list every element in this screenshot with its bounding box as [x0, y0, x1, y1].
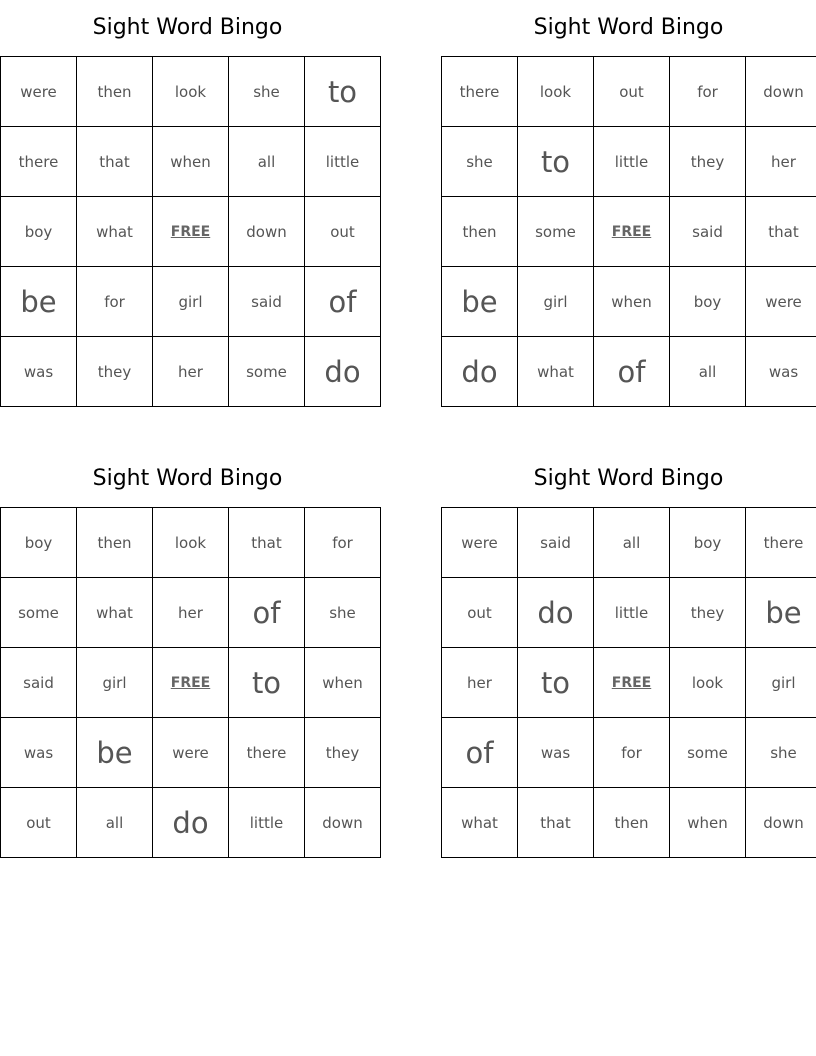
bingo-cell: that [518, 788, 594, 858]
bingo-grid [441, 507, 816, 858]
bingo-card-3 [0, 451, 375, 858]
bingo-cell: girl [746, 648, 816, 718]
bingo-cell: to [229, 648, 305, 718]
bingo-row [442, 57, 816, 127]
bingo-row [1, 57, 381, 127]
bingo-cell: of [229, 578, 305, 648]
bingo-cell: little [229, 788, 305, 858]
bingo-cell: there [1, 127, 77, 197]
bingo-cell: do [153, 788, 229, 858]
bingo-cell: out [594, 57, 670, 127]
bingo-cell: down [229, 197, 305, 267]
bingo-cell: were [153, 718, 229, 788]
bingo-cell: her [153, 578, 229, 648]
bingo-cell: said [229, 267, 305, 337]
bingo-cell: for [670, 57, 746, 127]
bingo-cell: be [77, 718, 153, 788]
bingo-cell: out [305, 197, 381, 267]
bingo-cell: was [1, 718, 77, 788]
bingo-cell: for [305, 508, 381, 578]
bingo-cell: she [442, 127, 518, 197]
bingo-row [442, 788, 816, 858]
bingo-cell: look [153, 57, 229, 127]
bingo-cell: they [77, 337, 153, 407]
bingo-cell: her [442, 648, 518, 718]
bingo-row [1, 508, 381, 578]
bingo-row [442, 197, 816, 267]
bingo-cell: then [594, 788, 670, 858]
bingo-cell: when [594, 267, 670, 337]
bingo-cell: that [746, 197, 816, 267]
bingo-cell: to [518, 648, 594, 718]
bingo-cell: girl [153, 267, 229, 337]
bingo-cell: was [746, 337, 816, 407]
bingo-cell: what [77, 197, 153, 267]
bingo-cell: boy [670, 267, 746, 337]
bingo-cell: little [594, 578, 670, 648]
bingo-grid [0, 56, 381, 407]
bingo-cell: they [305, 718, 381, 788]
bingo-grid [441, 56, 816, 407]
bingo-row [442, 337, 816, 407]
card-title: Sight Word Bingo [533, 466, 724, 491]
bingo-card-2 [441, 0, 816, 407]
bingo-row [1, 788, 381, 858]
bingo-cell: said [670, 197, 746, 267]
bingo-cell: be [442, 267, 518, 337]
free-space: FREE [594, 197, 670, 267]
bingo-card-4 [441, 451, 816, 858]
bingo-cell: for [594, 718, 670, 788]
bingo-cell: her [746, 127, 816, 197]
bingo-cell: all [594, 508, 670, 578]
bingo-cell: they [670, 578, 746, 648]
bingo-cell: her [153, 337, 229, 407]
bingo-row [1, 337, 381, 407]
free-space: FREE [153, 648, 229, 718]
bingo-cell: said [518, 508, 594, 578]
bingo-cell: she [746, 718, 816, 788]
card-title: Sight Word Bingo [92, 466, 283, 491]
bingo-cell: to [518, 127, 594, 197]
bingo-cell: that [77, 127, 153, 197]
free-space: FREE [153, 197, 229, 267]
bingo-row [442, 718, 816, 788]
bingo-row [442, 508, 816, 578]
bingo-cell: was [518, 718, 594, 788]
bingo-cell: boy [1, 197, 77, 267]
bingo-cell: some [670, 718, 746, 788]
bingo-cell: there [229, 718, 305, 788]
free-space: FREE [594, 648, 670, 718]
bingo-cell: look [670, 648, 746, 718]
bingo-cell: of [305, 267, 381, 337]
bingo-cell: down [305, 788, 381, 858]
bingo-cell: be [1, 267, 77, 337]
card-title: Sight Word Bingo [92, 15, 283, 40]
bingo-cell: there [442, 57, 518, 127]
bingo-cell: out [1, 788, 77, 858]
bingo-grid [0, 507, 381, 858]
bingo-row [1, 127, 381, 197]
bingo-cell: to [305, 57, 381, 127]
bingo-cell: do [305, 337, 381, 407]
bingo-row [442, 648, 816, 718]
bingo-cell: down [746, 57, 816, 127]
bingo-cell: there [746, 508, 816, 578]
bingo-row [1, 578, 381, 648]
bingo-cell: of [594, 337, 670, 407]
bingo-cell: when [153, 127, 229, 197]
bingo-cell: be [746, 578, 816, 648]
bingo-cell: girl [77, 648, 153, 718]
bingo-cell: then [77, 57, 153, 127]
bingo-row [442, 578, 816, 648]
bingo-cell: said [1, 648, 77, 718]
bingo-cell: of [442, 718, 518, 788]
bingo-cell: were [442, 508, 518, 578]
bingo-row [1, 197, 381, 267]
bingo-cell: then [442, 197, 518, 267]
bingo-cell: was [1, 337, 77, 407]
bingo-cell: were [746, 267, 816, 337]
bingo-cell: she [229, 57, 305, 127]
bingo-cell: were [1, 57, 77, 127]
bingo-cell: look [153, 508, 229, 578]
bingo-cell: do [442, 337, 518, 407]
bingo-cell: some [229, 337, 305, 407]
bingo-cell: boy [1, 508, 77, 578]
bingo-cell: out [442, 578, 518, 648]
bingo-cell: that [229, 508, 305, 578]
bingo-cell: when [670, 788, 746, 858]
bingo-cell: when [305, 648, 381, 718]
bingo-row [1, 648, 381, 718]
bingo-cell: all [670, 337, 746, 407]
bingo-cell: little [594, 127, 670, 197]
bingo-cell: for [77, 267, 153, 337]
bingo-cell: some [518, 197, 594, 267]
bingo-row [1, 267, 381, 337]
bingo-cell: she [305, 578, 381, 648]
bingo-cell: little [305, 127, 381, 197]
bingo-cell: look [518, 57, 594, 127]
bingo-cell: then [77, 508, 153, 578]
card-title: Sight Word Bingo [533, 15, 724, 40]
bingo-row [442, 127, 816, 197]
bingo-row [1, 718, 381, 788]
bingo-cell: girl [518, 267, 594, 337]
bingo-cell: what [77, 578, 153, 648]
bingo-cell: they [670, 127, 746, 197]
bingo-cell: down [746, 788, 816, 858]
bingo-cell: all [77, 788, 153, 858]
bingo-row [442, 267, 816, 337]
bingo-cell: do [518, 578, 594, 648]
bingo-card-1 [0, 0, 375, 407]
bingo-cell: boy [670, 508, 746, 578]
bingo-cell: what [518, 337, 594, 407]
bingo-cell: all [229, 127, 305, 197]
bingo-cell: what [442, 788, 518, 858]
bingo-cell: some [1, 578, 77, 648]
